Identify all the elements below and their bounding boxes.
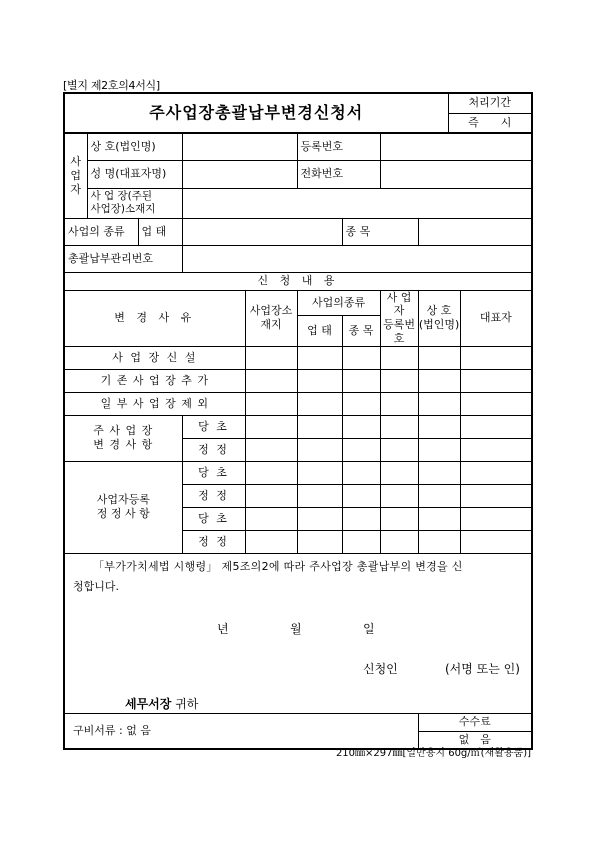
- cell[interactable]: [418, 484, 460, 507]
- cell[interactable]: [342, 530, 380, 553]
- cell[interactable]: [460, 530, 532, 553]
- cell[interactable]: [380, 530, 418, 553]
- cell[interactable]: [297, 484, 342, 507]
- processing-value: 즉 시: [448, 113, 532, 133]
- cell[interactable]: [460, 484, 532, 507]
- cell[interactable]: [380, 507, 418, 530]
- cell[interactable]: [342, 507, 380, 530]
- cell[interactable]: [460, 461, 532, 484]
- applicant-side-label: 사 업 자: [64, 133, 87, 218]
- reason-header: 변 경 사 유: [64, 290, 245, 346]
- address-label: 사 업 장(주된 사업장)소재지: [87, 188, 182, 218]
- cell[interactable]: [297, 507, 342, 530]
- cell[interactable]: [380, 438, 418, 461]
- cell[interactable]: [342, 346, 380, 369]
- form-title: 주사업장총괄납부변경신청서: [64, 93, 448, 133]
- phone-field[interactable]: [380, 160, 532, 188]
- form-code: [별지 제2호의4서식]: [63, 79, 160, 92]
- cell[interactable]: [460, 438, 532, 461]
- address-field[interactable]: [182, 188, 532, 218]
- cell[interactable]: [245, 369, 297, 392]
- cell[interactable]: [418, 369, 460, 392]
- cell[interactable]: [245, 346, 297, 369]
- cell[interactable]: [460, 369, 532, 392]
- cell[interactable]: [460, 346, 532, 369]
- statement-line-1: 「부가가치세법 시행령」 제5조의2에 따라 주사업장 총괄납부의 변경을 신: [93, 559, 463, 573]
- cell[interactable]: [245, 461, 297, 484]
- location-header: 사업장소 재지: [245, 290, 297, 346]
- paper-spec-footnote: 210㎜×297㎜[일반용지 60g/㎡(재활용품)]: [335, 748, 531, 759]
- business-item-field[interactable]: [418, 218, 532, 245]
- addressee: [125, 697, 198, 712]
- row-main-change: 주 사 업 장 변 경 사 항: [64, 415, 182, 461]
- apply-section-title: 신 청 내 용: [64, 272, 532, 290]
- trade-name-field[interactable]: [182, 133, 297, 160]
- main-before-label: 당 초: [182, 415, 245, 438]
- phone-label: 전화번호: [297, 160, 380, 188]
- cell[interactable]: [342, 392, 380, 415]
- tax-office-label: 세무서장: [125, 696, 172, 711]
- processing-label: 처리기간: [448, 93, 532, 113]
- name-label: 성 명(대표자명): [87, 160, 182, 188]
- required-documents: 구비서류 : 없 음: [64, 713, 418, 749]
- reg-after-label-1: 정 정: [182, 484, 245, 507]
- cell[interactable]: [460, 507, 532, 530]
- mgmt-no-field[interactable]: [182, 245, 532, 272]
- addressee-suffix: 귀하: [175, 696, 199, 711]
- cell[interactable]: [460, 415, 532, 438]
- row-exclude-part: 일 부 사 업 장 제 외: [64, 392, 245, 415]
- cell[interactable]: [297, 415, 342, 438]
- signature-field[interactable]: (서명 또는 인): [445, 661, 520, 676]
- fee-label: 수수료: [418, 713, 532, 731]
- cell[interactable]: [380, 484, 418, 507]
- cell[interactable]: [297, 461, 342, 484]
- cell[interactable]: [380, 415, 418, 438]
- cell[interactable]: [342, 415, 380, 438]
- rep-header: 대표자: [460, 290, 532, 346]
- main-form-table: [63, 132, 533, 750]
- cell[interactable]: [418, 346, 460, 369]
- cell[interactable]: [418, 438, 460, 461]
- cell[interactable]: [418, 507, 460, 530]
- reg-no-label: 등록번호: [297, 133, 380, 160]
- row-new-site: 사 업 장 신 설: [64, 346, 245, 369]
- reg-after-label-2: 정 정: [182, 530, 245, 553]
- applicant-label: 신청인: [363, 661, 398, 676]
- trade-name-label: 상 호(법인명): [87, 133, 182, 160]
- date-day: 일: [363, 621, 375, 636]
- cell[interactable]: [297, 369, 342, 392]
- header-table: [63, 92, 533, 134]
- cell[interactable]: [297, 530, 342, 553]
- statement-line-2: 청합니다.: [73, 579, 120, 593]
- cell[interactable]: [418, 392, 460, 415]
- cell[interactable]: [380, 369, 418, 392]
- trade-name-header: 상 호 (법인명): [418, 290, 460, 346]
- cell[interactable]: [297, 346, 342, 369]
- name-field[interactable]: [182, 160, 297, 188]
- business-category-field[interactable]: [182, 218, 342, 245]
- row-reg-change: 사업자등록 정 정 사 항: [64, 461, 182, 553]
- cell[interactable]: [342, 438, 380, 461]
- reg-no-field[interactable]: [380, 133, 532, 160]
- reg-no-header: 사 업 자 등록번호: [380, 290, 418, 346]
- mgmt-no-label: 총괄납부관리번호: [64, 245, 182, 272]
- cell[interactable]: [245, 507, 297, 530]
- biz-item-header: 종 목: [342, 315, 380, 346]
- cell[interactable]: [297, 392, 342, 415]
- reg-before-label-1: 당 초: [182, 461, 245, 484]
- statement-block: [64, 553, 532, 713]
- cell[interactable]: [342, 484, 380, 507]
- business-item-label: 종 목: [342, 218, 418, 245]
- main-after-label: 정 정: [182, 438, 245, 461]
- fee-value: 없 음: [418, 731, 532, 749]
- cell[interactable]: [380, 346, 418, 369]
- cell[interactable]: [245, 484, 297, 507]
- cell[interactable]: [297, 438, 342, 461]
- reg-before-label-2: 당 초: [182, 507, 245, 530]
- cell[interactable]: [380, 461, 418, 484]
- date-year: 년: [217, 621, 229, 636]
- cell[interactable]: [418, 530, 460, 553]
- cell[interactable]: [460, 392, 532, 415]
- biz-kind-header: 사업의종류: [297, 290, 380, 315]
- biz-cat-header: 업 태: [297, 315, 342, 346]
- row-add-existing: 기 존 사 업 장 추 가: [64, 369, 245, 392]
- cell[interactable]: [380, 392, 418, 415]
- cell[interactable]: [342, 369, 380, 392]
- business-type-label: 사업의 종류: [64, 218, 138, 245]
- cell[interactable]: [245, 438, 297, 461]
- cell[interactable]: [245, 415, 297, 438]
- cell[interactable]: [418, 415, 460, 438]
- business-category-label: 업 태: [138, 218, 182, 245]
- cell[interactable]: [245, 392, 297, 415]
- date-month: 월: [290, 621, 302, 636]
- cell[interactable]: [245, 530, 297, 553]
- cell[interactable]: [418, 461, 460, 484]
- cell[interactable]: [342, 461, 380, 484]
